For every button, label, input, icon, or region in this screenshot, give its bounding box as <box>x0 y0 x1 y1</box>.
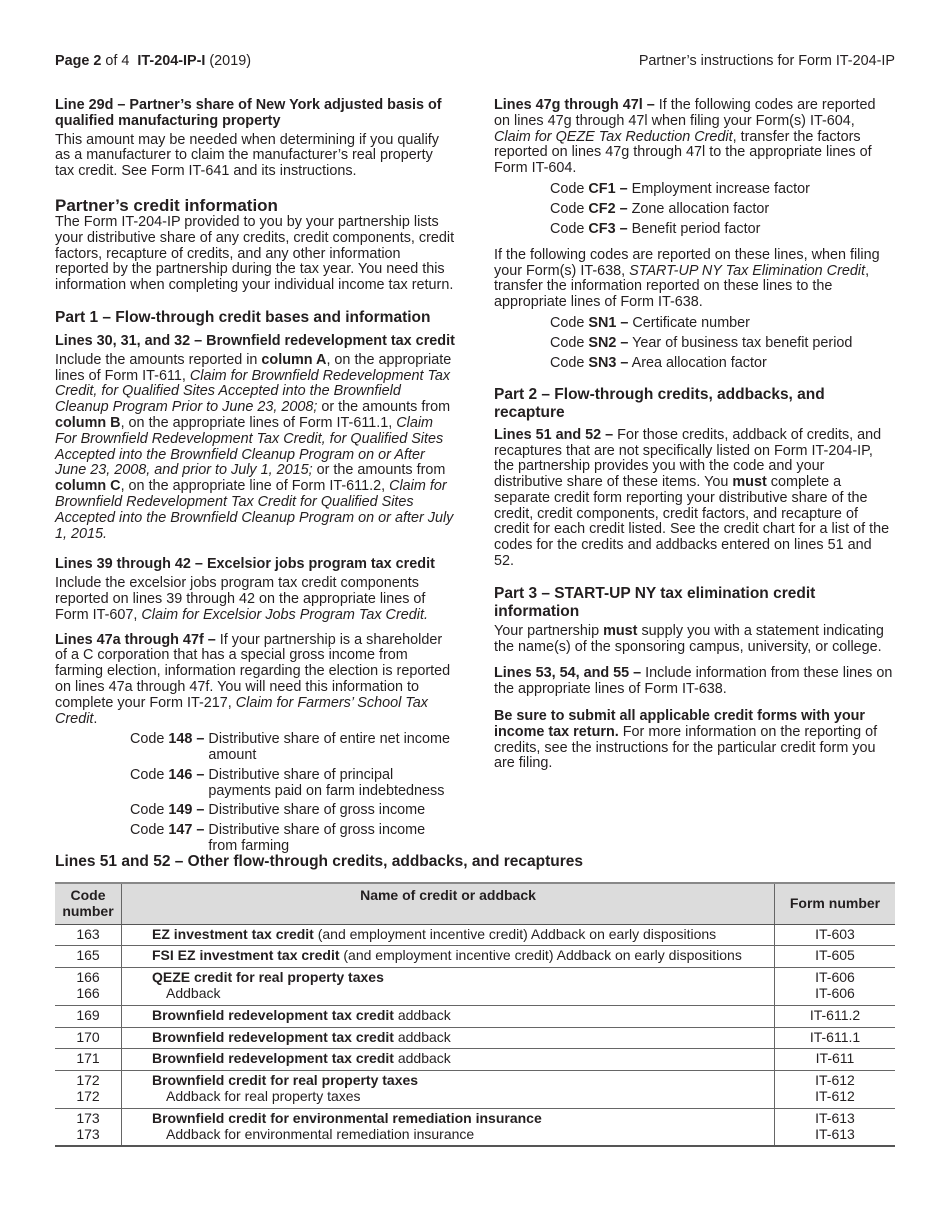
form-number: IT-613 <box>815 1109 855 1126</box>
text: If the following codes are reported on these lines, when filing your Form(s) IT-638, <box>494 246 880 279</box>
code-number: 166 <box>76 984 100 1001</box>
para-lines-30-32 <box>55 353 455 543</box>
page-header-right: Partner’s instructions for Form IT-204-IP <box>638 53 895 69</box>
table-title: Lines 51 and 52 – Other flow-through credits, addbacks, and recaptures <box>55 853 583 870</box>
code-item <box>130 823 455 855</box>
para-lines-47a-47f <box>55 633 455 728</box>
code-prefix: Code <box>550 200 589 217</box>
code-number: 170 <box>76 1028 100 1045</box>
bold-text: Lines 53, 54, and 55 – <box>494 665 642 682</box>
form-number: IT-612 <box>815 1087 855 1104</box>
credit-name <box>152 1008 770 1024</box>
addback-label: Addback <box>166 984 221 1001</box>
name-cell <box>122 1027 775 1049</box>
para-lines-47g-47l <box>494 98 894 177</box>
bold-text: column C <box>55 478 121 495</box>
text: , transfer the factors reported on lines 47g through 47l to the appropriate lines of Form IT-604. <box>494 128 872 177</box>
code-cell <box>55 1049 122 1071</box>
form-cell <box>775 924 896 946</box>
form-number: IT-611 <box>815 1050 855 1067</box>
text: supply you with a statement indicating the name(s) of the sponsoring campus, university, or college. <box>494 622 884 655</box>
code-number: SN2 – <box>588 334 629 351</box>
heading-lines-39-42: Lines 39 through 42 – Excelsior jobs program tax credit <box>55 556 435 573</box>
credit-table <box>55 882 895 1147</box>
page-number: Page 2 <box>55 53 102 69</box>
code-prefix: Code <box>130 731 169 748</box>
code-description: Zone allocation factor <box>627 200 770 217</box>
cf-code-list <box>494 182 894 238</box>
para-line-29d <box>55 133 455 180</box>
code-number: 149 – <box>168 802 205 819</box>
text: Include the excelsior jobs program tax credit components reported on lines 39 through 42 on the appropriate lines of Form IT-607, <box>55 575 426 623</box>
code-cell <box>55 1027 122 1049</box>
credit-name <box>152 927 770 943</box>
credit-name <box>152 1030 770 1046</box>
italic-text: Claim for Farmers’ School Tax Credit <box>55 694 428 727</box>
name-cell <box>122 924 775 946</box>
bold-text: column A <box>261 351 327 368</box>
code-description: Distributive share of gross income from farming <box>208 822 426 855</box>
text: Include the amounts reported in <box>55 351 262 368</box>
italic-text: Claim for QEZE Tax Reduction Credit <box>494 128 733 145</box>
form-number: IT-606 <box>815 969 855 986</box>
text: , on the appropriate lines of Form IT-611, <box>55 351 452 384</box>
italic-text: Claim for Brownfield Redevelopment Tax Credit for Qualified Sites Accepted into the Brownfield Cleanup Program on or after July 1, 2015. <box>55 478 454 542</box>
code-number: CF3 – <box>588 220 628 237</box>
form-number: IT-611.2 <box>809 1006 861 1023</box>
form-cell <box>775 1049 896 1071</box>
code-description: Employment increase factor <box>627 180 810 197</box>
bold-text: column B <box>55 414 121 431</box>
text: . <box>93 710 98 727</box>
name-cell <box>122 1049 775 1071</box>
credit-name <box>152 948 770 964</box>
form-cell <box>775 968 896 1006</box>
bold-text: Lines 47g through 47l – <box>494 97 655 113</box>
addback-label: Addback for real property taxes <box>166 1087 361 1104</box>
code-cell <box>55 1108 122 1146</box>
text: The Form IT-204-IP provided to you by your partnership lists your distributive share of any credits, credit components, credit factors, recapture of credits, and any other information reported by the partnership during the tax year. You need this information when completing your individual income tax return. <box>55 213 455 294</box>
text: , transfer the information reported on these lines to the appropriate lines of Form IT-638. <box>494 262 870 311</box>
code-description: Distributive share of entire net income amount <box>208 731 450 764</box>
credit-name-rest: (and employment incentive credit) Addback on early dispositions <box>313 925 717 942</box>
code-number: 173 <box>76 1125 100 1142</box>
code-description: Distributive share of principal payments paid on farm indebtedness <box>208 766 445 799</box>
credit-name-bold: Brownfield credit for environmental remediation insurance <box>152 1109 542 1126</box>
italic-text: Claim For Brownfield Redevelopment Tax Credit, for Qualified Sites Accepted into the Brownfield Cleanup Program on or After June 23, 2008, and prior to July 1, 2015; <box>55 414 444 479</box>
code-prefix: Code <box>130 766 169 783</box>
code-prefix: Code <box>550 354 589 371</box>
code-prefix: Code <box>550 334 589 351</box>
code-number: 173 <box>76 1109 100 1126</box>
col-header-form: Form number <box>775 883 896 924</box>
code-cell <box>55 968 122 1006</box>
code-prefix: Code <box>130 822 169 839</box>
page-header-left <box>55 54 251 70</box>
table-row <box>55 968 895 1006</box>
code-number: 171 <box>76 1050 100 1067</box>
table-row <box>55 946 895 968</box>
heading-part3: Part 3 – START-UP NY tax elimination credit information <box>494 584 816 620</box>
left-column <box>55 98 455 859</box>
form-number: IT-613 <box>815 1125 855 1142</box>
table-row <box>55 1071 895 1109</box>
para-part3 <box>494 624 894 656</box>
code-key <box>130 732 204 764</box>
code-item <box>550 336 894 352</box>
code-description: Distributive share of gross income <box>208 802 426 819</box>
bold-text: must <box>603 622 638 639</box>
text: For more information on the reporting of credits, see the instructions for the particular credit form you are filing. <box>494 723 878 772</box>
credit-name-bold: Brownfield redevelopment tax credit <box>152 1006 394 1023</box>
code-number: 166 <box>76 969 100 986</box>
credit-name-rest: addback <box>393 1006 451 1023</box>
heading-line-29d: Line 29d – Partner’s share of New York adjusted basis of qualified manufacturing property <box>55 97 442 129</box>
para-startup-codes <box>494 248 894 311</box>
text: If the following codes are reported on lines 47g through 47l when filing your Form(s) IT-604, <box>494 97 876 129</box>
code-number: 146 – <box>168 766 205 783</box>
code-prefix: Code <box>550 314 589 331</box>
code-number: 165 <box>76 947 100 964</box>
code-item <box>550 316 894 332</box>
bold-text: must <box>732 474 767 491</box>
text: This amount may be needed when determining if you qualify as a manufacturer to claim the manufacturer’s real property tax credit. See Form IT-641 and its instructions. <box>55 131 439 180</box>
credit-name-bold: QEZE credit for real property taxes <box>152 969 384 986</box>
code-cell <box>55 1005 122 1027</box>
table-row <box>55 924 895 946</box>
code-item <box>130 803 455 819</box>
italic-text: Claim for Brownfield Redevelopment Tax Credit, for Qualified Sites Accepted into the Brownfield Cleanup Program Prior to June 23, 2008; <box>55 367 451 416</box>
credit-name-rest: addback <box>393 1050 451 1067</box>
code-number: 163 <box>76 925 100 942</box>
code-description: Benefit period factor <box>627 220 761 237</box>
form-number: IT-603 <box>815 925 855 942</box>
form-cell <box>775 1071 896 1109</box>
heading-lines-30-32: Lines 30, 31, and 32 – Brownfield redevelopment tax credit <box>55 332 455 349</box>
code-item <box>550 182 894 198</box>
code-description: Year of business tax benefit period <box>628 334 853 351</box>
code-number: 172 <box>76 1087 100 1104</box>
text: For those credits, addback of credits, and recaptures that are not specifically listed on Form IT-204-IP, the partnership provides you with the code and your distributive share of these items. You <box>494 426 882 491</box>
italic-text: START-UP NY Tax Elimination Credit <box>629 262 866 279</box>
code-number: SN3 – <box>588 354 629 371</box>
name-cell <box>122 1108 775 1146</box>
credit-name-bold: FSI EZ investment tax credit <box>152 947 340 964</box>
code-item <box>550 202 894 218</box>
right-column <box>494 98 894 772</box>
code-item <box>550 222 894 238</box>
para-lines-51-52 <box>494 428 894 570</box>
code-item <box>130 732 455 764</box>
sn-code-list <box>494 316 894 372</box>
form-id: IT-204-IP-I <box>137 53 206 69</box>
para-credit-info <box>55 215 455 294</box>
form-number: IT-606 <box>815 984 855 1001</box>
credit-name <box>152 970 770 986</box>
table-row <box>55 1049 895 1071</box>
code-prefix: Code <box>550 220 589 237</box>
text: or the amounts from <box>312 462 446 479</box>
para-lines-53-55 <box>494 666 894 698</box>
code-key <box>130 823 204 855</box>
form-number: IT-605 <box>815 947 855 964</box>
code-number: CF1 – <box>588 180 628 197</box>
credit-name-bold: Brownfield credit for real property taxes <box>152 1072 419 1089</box>
form-cell <box>775 1108 896 1146</box>
form-year: (2019) <box>205 53 251 69</box>
bold-text: Be sure to submit all applicable credit forms with your income tax return. <box>494 708 866 740</box>
credit-name-bold: Brownfield redevelopment tax credit <box>152 1028 394 1045</box>
name-cell <box>122 946 775 968</box>
table-row <box>55 1005 895 1027</box>
heading-part2: Part 2 – Flow-through credits, addbacks, and recapture <box>494 385 825 421</box>
credit-name-rest: addback <box>393 1028 451 1045</box>
table-row <box>55 1027 895 1049</box>
text: or the amounts from <box>317 399 451 416</box>
text: , on the appropriate line of Form IT-611.2, <box>120 478 390 495</box>
addback-label: Addback for environmental remediation insurance <box>166 1125 475 1142</box>
text: , on the appropriate lines of Form IT-611.1, <box>120 414 397 431</box>
form-cell <box>775 1027 896 1049</box>
text: Your partnership <box>494 622 604 639</box>
text: Include information from these lines on the appropriate lines of Form IT-638. <box>494 665 893 698</box>
code-number: CF2 – <box>588 200 628 217</box>
code-item <box>550 356 894 372</box>
code-number: 169 <box>76 1006 100 1023</box>
form-cell <box>775 946 896 968</box>
credit-name <box>152 1111 770 1127</box>
bold-text: Lines 51 and 52 – <box>494 426 614 443</box>
code-cell <box>55 1071 122 1109</box>
name-cell <box>122 1005 775 1027</box>
credit-name-bold: Brownfield redevelopment tax credit <box>152 1050 394 1067</box>
italic-text: Claim for Excelsior Jobs Program Tax Credit. <box>141 606 428 623</box>
bold-text: Lines 47a through 47f – <box>55 631 216 648</box>
page-count: of 4 <box>101 53 138 69</box>
code-description: Area allocation factor <box>628 354 767 371</box>
para-submit-forms <box>494 709 894 772</box>
farm-code-list <box>130 732 455 855</box>
credit-name <box>152 1051 770 1067</box>
credit-name <box>152 1073 770 1089</box>
code-number: 172 <box>76 1072 100 1089</box>
text: If your partnership is a shareholder of a C corporation that has a special gross income from farming election, information regarding the election is reported on lines 47a through 47f. You will need this information to complete your Form IT-217, <box>55 631 451 711</box>
code-key <box>130 803 204 819</box>
form-cell <box>775 1005 896 1027</box>
form-number: IT-612 <box>815 1072 855 1089</box>
credit-name-bold: EZ investment tax credit <box>152 925 314 942</box>
code-cell <box>55 946 122 968</box>
code-cell <box>55 924 122 946</box>
code-description: Certificate number <box>628 314 750 331</box>
col-header-name: Name of credit or addback <box>122 883 775 924</box>
code-prefix: Code <box>550 180 589 197</box>
heading-credit-info: Partner’s credit information <box>55 195 278 215</box>
para-lines-39-42 <box>55 576 455 623</box>
name-cell <box>122 968 775 1006</box>
name-cell <box>122 1071 775 1109</box>
form-number: IT-611.1 <box>809 1028 861 1045</box>
code-number: 147 – <box>168 822 205 839</box>
table-row <box>55 1108 895 1146</box>
code-number: 148 – <box>168 731 205 748</box>
code-key <box>130 768 204 800</box>
code-item <box>130 768 455 800</box>
code-prefix: Code <box>130 802 169 819</box>
credit-name-rest: (and employment incentive credit) Addback on early dispositions <box>339 947 742 964</box>
col-header-code: Code number <box>55 883 122 924</box>
text: complete a separate credit form reporting your distributive share of the credit, credit components, credit factors, and recapture of credit for each credit listed. See the credit chart for a list of the codes for the credits and addbacks entered on lines 51 and 52. <box>494 474 890 570</box>
code-number: SN1 – <box>588 314 629 331</box>
heading-part1: Part 1 – Flow-through credit bases and information <box>55 308 431 326</box>
